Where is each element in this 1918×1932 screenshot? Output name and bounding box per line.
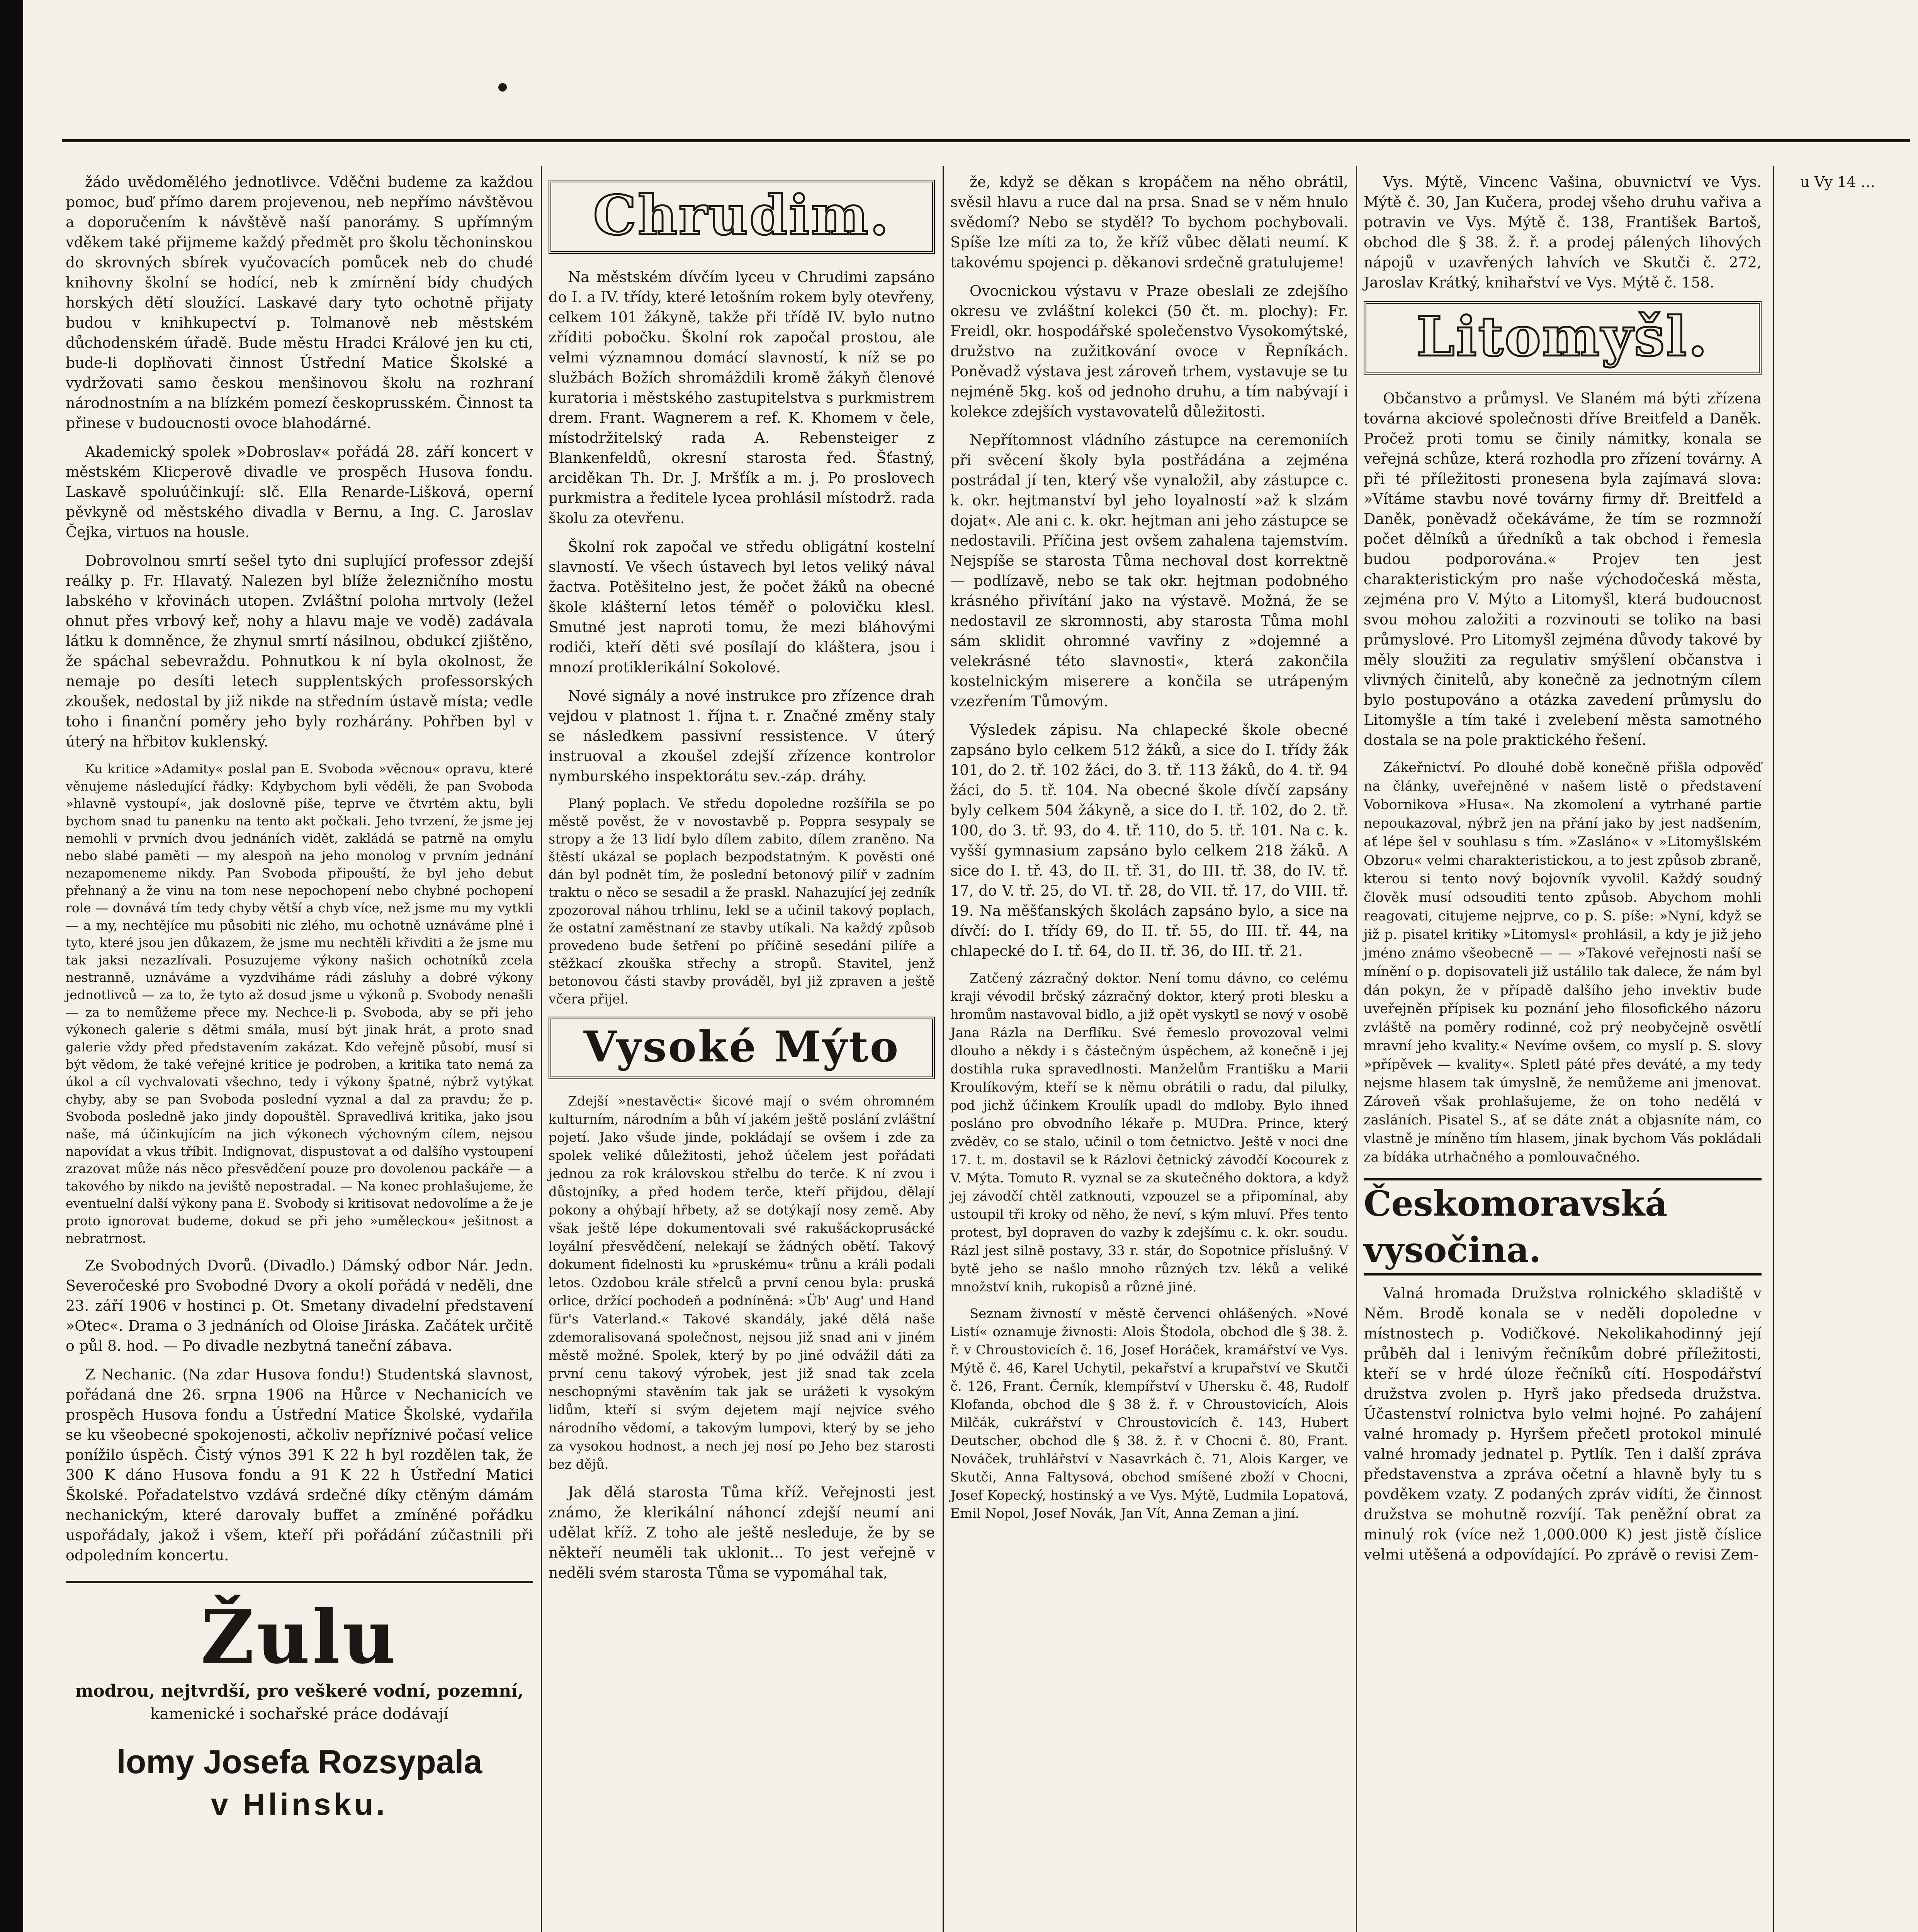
ad-place: v Hlinsku. bbox=[211, 1787, 388, 1821]
column-5-cropped bbox=[1781, 172, 1918, 201]
article-paragraph: Ovocnickou výstavu v Praze obeslali ze zdejšího okresu ve zvláštní kolekci (50 čt. m. plochy): Fr. Freidl, okr. hospodářské společenstvo Vysokomýtské, družstvo na zužitkování ovoce v Řepníkách. Poněvadž výstava jest zároveň trhem, vystavuje se tu nejméně 5kg. koš od jednoho druhu, a tím nabývají i kolekce zdejších vystavovatelů důležitosti. bbox=[950, 282, 1348, 420]
top-rule bbox=[62, 139, 1910, 142]
cropped-fragment: u Vy 14 … bbox=[1800, 173, 1876, 190]
heading-text: Litomyšl. bbox=[1417, 305, 1709, 369]
article-paragraph: Vys. Mýtě, Vincenc Vašina, obuvnictví ve Vys. Mýtě č. 30, Jan Kučera, prodej všeho druhu vařiva a potravin ve Vys. Mýtě č. 138, František Bartoš, obchod dle § 38. ž. ř. a prodej pálených lihových nápojů v uzavřených lahvích ve Skutči č. 272, Jaroslav Krátký, knihařství ve Vys. Mýtě č. 158. bbox=[1364, 173, 1762, 291]
column-divider bbox=[1356, 166, 1357, 1932]
article-paragraph: Nepřítomnost vládního zástupce na ceremoniích při svěcení školy byla postřádána a zejména postrádal jí ten, který vše vynaložil, aby zástupce c. k. okr. hejtmanství byl jeho loyalností »až k slzám dojat«. Ale ani c. k. okr. hejtman ani jeho zástupce se nedostavili. Příčina jest ovšem zahalena tajemstvím. Nejspíše se starosta Tůma nechoval dost korrektně — podlízavě, nebo se tak okr. hejtman podobného krásného přivítání jako na výstavě. Možná, že se nedostavil ze skromnosti, aby starosta Tůma mohl sám sklidit ohromné vavřiny z »dojemné a velekrásné této slavnosti«, která zakončila kostelnickým miserere a končila se utrápeným vzezřením Tůmovým. bbox=[950, 432, 1348, 710]
article-paragraph: Na městském dívčím lyceu v Chrudimi zapsáno do I. a IV. třídy, které letošním rokem byly otevřeny, celkem 101 žákyně, takže při třídě IV. bylo nutno zříditi pobočku. Školní rok započal prostou, ale velmi významnou domácí slavností, k níž se po službách Božích shromáždili kromě žákyň členové kuratoria i městského zastupitelstva s purkmistrem drem. Frant. Wagnerem a ref. K. Khomem v čele, místodržitelský rada A. Rebensteiger z Blankenfeldů, okresní starosta řed. Šťastný, arciděkan Th. Dr. J. Mršťík a m. j. Po proslovech purkmistra a ředitele lycea prohlásil místodrž. rada školu za otevřenu. bbox=[549, 269, 935, 527]
article-paragraph: Zdejší »nestavěcti« šicové mají o svém ohromném kulturním, národním a bůh ví jakém ještě poslání zvláštní pojetí. Jako všude jinde, pokládají se ovšem i zde za spolek veliké důležitosti, jehož účelem jest pořádati jednou za rok královskou střelbu do terče. K ní zvou i důstojníky, a před hodem terče, kteří přijdou, dělají pokony a ohýbají hřbety, až se dotýkají nosy země. Aby však ještě lépe dokumentovali své rakušáckoprusácké loyální přesvědčení, nelekají se žádných obětí. Takový dokument fidelnosti ku »pruskému« trůnu a králi podali letos. Ozdobou krále střelců a první cenou byla: pruská orlice, držící pochodeň a podníněná: »Üb' Aug' und Hand für's Vaterland.« Takové skandály, jaké dělá naše zdemoralisovaná společnost, nejsou již snad ani v jiném městě možné. Spolek, který by po jiné odvážil dáti za první cenu takový výrobek, jest již snad tak zcela neschopnými stavěním tak jak se urážeti k vysokým lidům, kteří si svým dejetem mají nejvíce svého národního vědomí, a takovým lumpovi, který by se jeho za vysokou hodnost, a nech jej nosí po Jeho bez starosti bez dějů. bbox=[549, 1094, 935, 1472]
advertisement bbox=[66, 1581, 533, 1826]
article-paragraph: Výsledek zápisu. Na chlapecké škole obecné zapsáno bylo celkem 512 žáků, a sice do I. třídy žák 101, do 2. tř. 102 žáci, do 3. tř. 113 žáků, do 4. tř. 94 žáci, do 5. tř. 104. Na obecné škole dívčí zapsány byly celkem 504 žákyně, a sice do I. tř. 102, do 2. tř. 100, do 3. tř. 93, do 4. tř. 110, do 5. tř. 101. Na c. k. vyšší gymnasium zapsáno bylo celkem 218 žáků. A sice do I. tř. 43, do II. tř. 31, do III. tř. 38, do IV. tř. 17, do V. tř. 25, do VI. tř. 28, do VII. tř. 17, do VIII. tř. 19. Na měšťanských školách zapsáno bylo, a sice na dívčí: do I. třídy 69, do II. tř. 55, do III. tř. 44, na chlapecké do I. tř. 64, do II. tř. 36, do III. tř. 21. bbox=[950, 721, 1348, 959]
article-paragraph: žádo uvědomělého jednotlivce. Vděčni budeme za každou pomoc, buď přímo darem projevenou, neb nepřímo návštěvou a doporučením k návštěvě naší panorámy. S upřímným vděkem také přijmeme každý předmět pro školu těchoninskou do skrovných sbírek vyučovacích pomůcek neb do chudé knihovny školní se hodící, neb k zmírnění bídy chudých horských dětí sloužící. Laskavé dary tyto ochotně přijaty budou v knihkupectví p. Tolmanově neb městském důchodenském úřadě. Bude městu Hradci Králové jen ku cti, bude-li doplňovati činnost Ústřední Matice Školské a vydržovati samo českou menšinovou školu na rozhraní národnostním a na blízkém pomezí českoprusském. Činnost ta přinese v budoucnosti ovoce blahodárné. bbox=[66, 173, 533, 432]
article-paragraph: že, když se děkan s kropáčem na něho obrátil, svěsil hlavu a ruce dal na prsa. Snad se v něm hnulo svědomí? Nebo se styděl? To bychom pochybovali. Spíše lze míti za to, že kříž vůbec dělati neumí. K takovému spojenci p. děkanovi srdečně gratulujeme! bbox=[950, 173, 1348, 271]
ad-line: kamenické i sochařské práce dodávají bbox=[150, 1705, 448, 1723]
binding-dot bbox=[498, 83, 507, 92]
article-paragraph: Z Nechanic. (Na zdar Husova fondu!) Studentská slavnost, pořádaná dne 26. srpna 1906 na Hůrce v Nechanicích ve prospěch Husova fondu a Ústřední Matice Školské, vydařila se ku všeobecné spokojenosti, ačkoliv nepříznivé počasí velice ponížilo úspěch. Čistý výnos 391 K 22 h byl rozdělen tak, že 300 K dáno Husova fondu a 91 K 22 h Ústřední Matici Školské. Pořadatelstvo vzdává srdečné díky ctěným dámám nechanickým, které darovaly buffet a zmíněné pořádku uspořádaly, jakož i všem, kteří při pořádání zúčastnili při odpoledním koncertu. bbox=[66, 1366, 533, 1564]
page-edge bbox=[0, 0, 23, 1932]
article-paragraph: Školní rok započal ve středu obligátní kostelní slavností. Ve všech ústavech byl letos veliký nával žactva. Potěšitelno jest, že počet žáků na obecné škole klášterní letos téměř o polovičku klesl. Smutné jest naproti tomu, že mezi bláhovými rodiči, kteří děti své posílají do kláštera, jsou i mnozí protiklerikální Sokolové. bbox=[549, 538, 935, 676]
article-paragraph: Seznam živností v městě červenci ohlášených. »Nové Listí« oznamuje živnosti: Alois Štodola, obchod dle § 38. ž. ř. v Chroustovicích č. 16, Josef Horáček, kramářství ve Vys. Mýtě č. 46, Karel Uchytil, pekařství a krupařství ve Skutči č. 126, Frant. Černík, klempířství v Uhersku č. 48, Rudolf Klofanda, obchod dle § 38 ž. ř. v Chroustovicích, Alois Milčák, cukrářství v Chroustovicích č. 143, Hubert Deutscher, obchod dle § 38. ž. ř. v Chocni č. 80, Frant. Nováček, truhlářství v Nasavrkách č. 71, Alois Karger, ve Skutči, Anna Faltysová, obchod smíšené zboží v Chocni, Josef Kopecký, hostinský a ve Vys. Mýtě, Ludmila Lopatová, Emil Nopol, Josef Novák, Jan Vít, Anna Zeman a jiní. bbox=[950, 1306, 1348, 1521]
section-heading-vysoke-myto bbox=[549, 1017, 935, 1079]
column-divider bbox=[943, 166, 944, 1932]
article-paragraph: Nové signály a nové instrukce pro zřízence drah vejdou v platnost 1. října t. r. Značné změny staly se následkem passivní ressistence. V úterý instruoval a zkoušel zdejší zřízence kontrolor nymburského inspektorátu sev.-záp. dráhy. bbox=[549, 687, 935, 785]
article-paragraph: Jak dělá starosta Tůma kříž. Veřejnosti jest známo, že klerikální náhoncí zdejší neumí ani udělat kříž. Z toho ale ještě nesleduje, že by se někteří neuměli tak uklonit... To jest veřejně v neděli svém starosta Tůma se vypomáhal tak, bbox=[549, 1484, 935, 1581]
ad-line: modrou, nejtvrdší, pro veškeré vodní, pozemní, bbox=[75, 1681, 524, 1701]
column-2 bbox=[549, 172, 935, 1591]
heading-text: Chrudim. bbox=[593, 184, 890, 247]
article-paragraph: Valná hromada Družstva rolnického skladiště v Něm. Brodě konala se v neděli dopoledne v místnostech p. Vodičkové. Nekolikahodinný její průběh dal i lenivým řečníkům dobré příležitosti, kteří se v hrdé úloze řečníků cítí. Hospodářství družstva zvolen p. Hyrš jako předseda družstva. Účastenství rolnictva bylo velmi hojné. Po zahájení valné hromady p. Hyršem přečetl protokol minulé valné hromady jednatel p. Pytlík. Ten i další zpráva představenstva a zpráva očetní a hlavně byly tu s povděkem vzaty. Z podaných zpráv vidíti, že činnost družstva se mohutně rozvíjí. Tak peněžní obrat za minulý rok (více než 1,000.000 K) jest jistě číslice velmi utěšená a odpovídající. Po zprávě o revisi Zem- bbox=[1364, 1285, 1762, 1563]
column-4 bbox=[1364, 172, 1762, 1573]
article-paragraph: Zatčený zázračný doktor. Není tomu dávno, co celému kraji vévodil brčský zázračný doktor, který proti blesku a hromům nastavoval bidlo, a již opět vyskytl se nový v osobě Jana Rázla na Derflíku. Své řemeslo provozoval velmi dlouho a někdy i s částečným úspěchem, až konečně i jej dostihla ruka spravedlnosti. Manželům Františku a Marii Kroulíkovým, kteří se k němu obrátili o radu, dal pilulky, pod jichž účinkem Kroulík upadl do mdloby. Bylo ihned posláno pro obvodního lékaře p. MUDra. Prince, který zvěděv, co se stalo, učinil o tom četnictvo. Ještě v noci dne 17. t. m. dostavil se k Rázlovi četnický závodčí Kocourek z V. Mýta. Tomuto R. vyznal se za skutečného doktora, a když jej závodčí chtěl zatknouti, vzpouzel se a připomínal, aby ustoupil tři kroky od něho, že neví, s kým mluví. Přes tento protest, byl dopraven do vazby k zdejšímu c. k. okr. soudu. Rázl jest silně postavy, 33 r. stár, do Sopotnice příslušný. V bytě jeho se našlo mnoho různých tzv. léků a veliké množství knih, rukopisů a různé jiné. bbox=[950, 971, 1348, 1295]
column-divider bbox=[541, 166, 542, 1932]
article-paragraph: Ku kritice »Adamity« poslal pan E. Svoboda »věcnou« opravu, které věnujeme následující řádky: Kdybychom byli věděli, že pan Svoboda »hlavně vystoupí«, jak doslovně píše, teprve ve čtvrtém aktu, byli bychom snad tu panenku na tento akt počkali. Jeho tvrzení, že jsme jej nemohli v prvních dvou jednáních vidět, zakládá se patrně na omylu nebo slabé paměti — my alespoň na jeho monolog v prvním jednání nezapomeneme nikdy. Pan Svoboda připouští, že byl jeho debut přehnaný a že vinu na tom nese nepochopení nebo chybné pochopení role — dovnává tím tedy chyby větší a chyb více, než jsme mu my vytkli — a my, nechtějíce mu působiti nic zlého, mu ochotně uznáváme plné i tyto, které jsou jen důkazem, že jsme mu nechtěli křivditi a že jsme mu tak jaksi nezazlívali. Posuzujeme výkony našich ochotníků zcela nestranně, uznáváme a vyzdviháme rádi zásluhy a dobré výkony jednotlivců — za to, že tyto až dosud jsme u výkonů p. Svobody nenašli — za to nemůžeme přece my. Nechce-li p. Svoboda, aby se při jeho výkonech galerie s dětmi smála, musí být jinak hrát, a proto snad galerie vždy před představením zakázat. Kdo veřejně působí, musí si být vědom, že také veřejné kritice je podroben, a kritika tato nemá za úkol a cíl vychvalovati všechno, tedy i výkony špatné, nýbrž vytýkat chyby, aby se pan Svoboda poslední vyznal a dal za pravdu; že p. Svoboda posledně jako jindy dopouštěl. Spravedlivá kritika, jako jsou naše, má účinkujícím na jich výkonech výchovným cílem, nejsou napovídat a vkus tříbit. Indignovat, dispustovat a od dalšího vystoupení zrazovat může nás něco přesvědčení pouze pro dovolenou packáře — a takového by nikdo na jeviště nepostradal. — Na konec prohlašujeme, že eventuelní další výkony pana E. Svobody si kritisovat nedovolíme a že je proto ignorovat budeme, dokud se při jeho »uměleckou« ješitnost a nebratrnost. bbox=[66, 761, 533, 1246]
section-heading-chrudim bbox=[549, 180, 935, 254]
column-3 bbox=[950, 172, 1348, 1531]
article-paragraph: Zákeřnictví. Po dlouhé době konečně přišla odpověď na články, uveřejněné v našem listě o představení Vobornikova »Husa«. Na zkomolení a vytrhané partie nepoukazoval, nýbrž jen na přání jako by jest nadšením, ať lépe šel v souhlasu s tím. »Zasláno« v »Litomyšlském Obzoru« velmi charakteristickou, a to jest způsob zbraně, kterou si tento nový bojovník vyvolil. Každý soudný člověk musí odsouditi tento způsob. Abychom mohli reagovati, citujeme nejprve, co p. S. píše: »Nyní, když se již p. pisatel kritiky »Litomysl« prohlásil, a kdy je již jeho jméno známo všeobecně — — »Takové veřejnosti naší se mínění o p. dopisovateli již ustálilo tak dalece, že nám byl dán pokyn, že v případě dalšího jeho invektiv bude uveřejněn přípisek ku poznání jeho filosofického názoru zvláště na poměry rodinné, což prý neobyčejně osvětlí mravní jeho kvality.« Nevíme ovšem, co myslí p. S. slovy »přípěvek — kvality«. Spletl páté přes deváté, a my tedy nejsme hlasem tak úmyslně, že nemůžeme ani jmenovat. Zároveň však prohlašujeme, že on toho nedělá v zasláních. Pisatel S., ať se dáte znát a objasníte nám, co vlastně je míněno tím hlasem, jinak bychom Vás pokládali za bídáka utrhačného a pomlouvačného. bbox=[1364, 760, 1762, 1165]
article-paragraph: Ze Svobodných Dvorů. (Divadlo.) Dámský odbor Nár. Jedn. Severočeské pro Svobodné Dvory a okolí pořádá v neděli, dne 23. září 1906 v hostinci p. Ot. Smetany divadelní představení »Otec«. Drama o 3 jednáních od Oloise Jiráska. Začátek určitě o půl 8. hod. — Po divadle nezbytná taneční zábava. bbox=[66, 1257, 533, 1354]
section-heading-litomysl bbox=[1364, 301, 1762, 375]
article-paragraph: Občanstvo a průmysl. Ve Slaném má býti zřízena továrna akciové společnosti dříve Breitfeld a Daněk. Pročež proti tomu se činily námitky, konala se veřejná schůze, která rozhodla pro zřízení továrny. A při té příležitosti pronesena byla zajímavá slova: »Vítáme stavbu nové továrny firmy dř. Breitfeld a Daněk, poněvadž očekáváme, že tím se rozmnoží počet dělníků a úředníků a tak obchod i řemesla budou podporována.« Projev ten jest charakteristickým pro naše východočeská města, zejména pro V. Mýto a Litomyšl, která budoucnost svou mohou založiti a rozvinouti se toliko na basi průmyslové. Pro Litomyšl zejména důvody takové by měly sloužiti za regulativ smýšlení občanstva i vlivných činitelů, aby konečně za jednotným cílem bylo postupováno a otázka zavedení průmyslu do Litomyšle a tím také i zvelebení města samotného dostala se na pole praktického řešení. bbox=[1364, 390, 1762, 748]
heading-text: Vysoké Mýto bbox=[583, 1022, 900, 1071]
article-paragraph: Dobrovolnou smrtí sešel tyto dni suplující professor zdejší reálky p. Fr. Hlavatý. Nalezen byl blíže železničního mostu labského v křovinách utopen. Zvláštní poloha mrtvoly (ležel ohnut přes vrbový keř, nohy a hlavu maje ve vodě) zadávala látku k domněnce, že zhynul smrtí násilnou, obdukcí zjištěno, že spáchal sebevraždu. Pohnutkou k ní byla okolnost, že nemaje po desíti letech supplentských professorských zkoušek, nedostal by již nikde na středním ústavě místa; vedle toho i finanční poměry jeho byly rozhárány. Pohřben byl v úterý na hřbitov kuklenský. bbox=[66, 552, 533, 750]
section-heading-ceskomoravska: Českomoravská vysočina. bbox=[1364, 1178, 1762, 1276]
ad-title: Žulu bbox=[200, 1594, 398, 1680]
article-paragraph: Planý poplach. Ve středu dopoledne rozšířila se po městě pověst, že v novostavbě p. Poppra sesypaly se stropy a že 13 lidí bylo dílem zabito, dílem zraněno. Na štěstí ukázal se poplach bezpodstatným. K pověsti oné dán byl podnět tím, že poslední betonový pilíř v zadním traktu o něco se sesadil a že praskl. Nahazující jej zedník zpozoroval náhou trhlinu, lekl se a učinil takový poplach, že ostatní zaměstnaní ze stavby utíkali. Na každý způsob provedeno bude šetření po příčině sesedání pilíře a stěžkací zkouška střechy a stropů. Stavitel, jenž betonovou části stavby prováděl, byl již zpraven a ještě včera přijel. bbox=[549, 796, 935, 1007]
column-1 bbox=[66, 172, 533, 1826]
article-paragraph: Akademický spolek »Dobroslav« pořádá 28. září koncert v městském Klicperově divadle ve prospěch Husova fondu. Laskavě spoluúčinkují: slč. Ella Renarde-Lišková, operní pěvkyně od městského divadla v Bernu, a Ing. C. Jaroslav Čejka, virtuos na housle. bbox=[66, 443, 533, 541]
column-divider bbox=[1773, 166, 1774, 1932]
ad-firm: lomy Josefa Rozsypala bbox=[116, 1743, 482, 1781]
